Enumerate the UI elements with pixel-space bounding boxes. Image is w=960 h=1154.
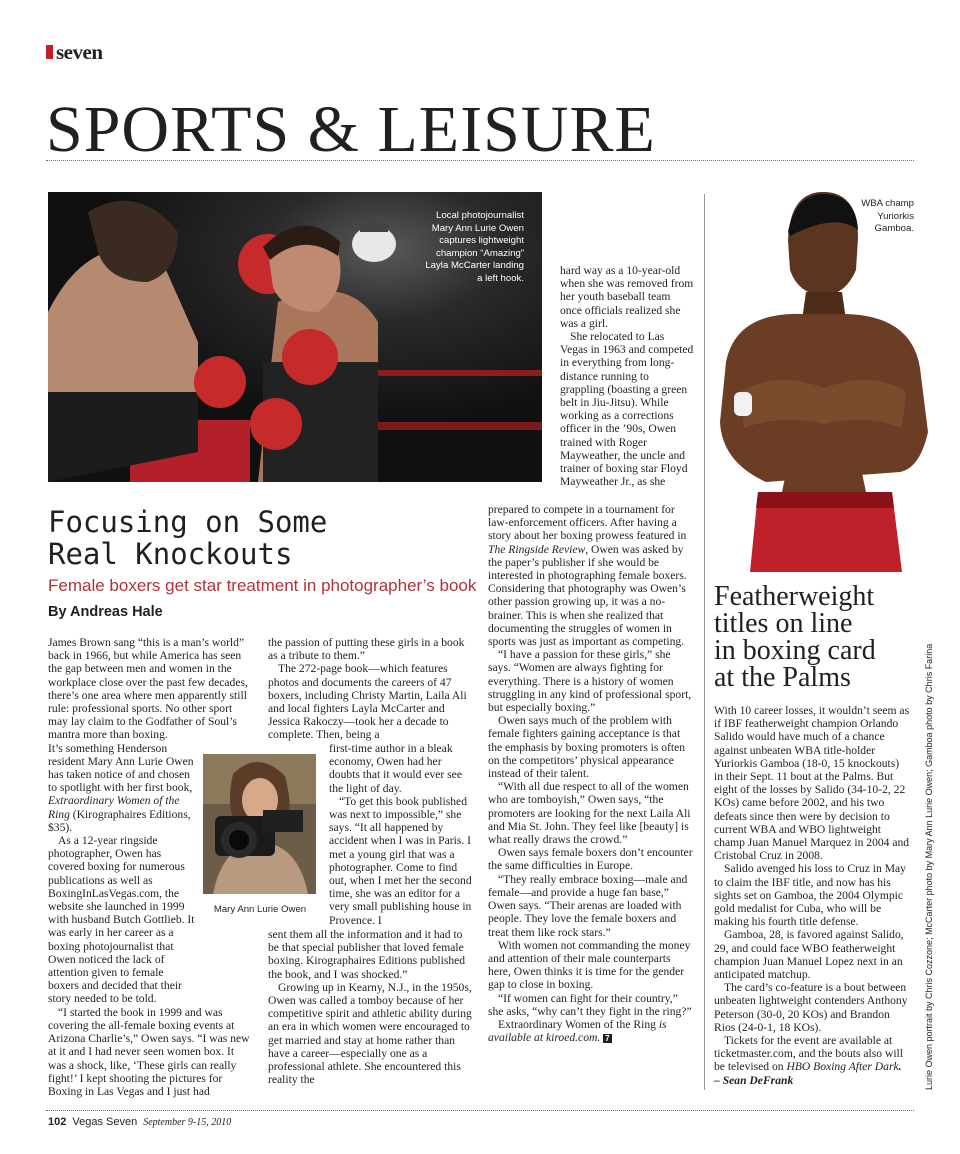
owen-portrait-photo	[203, 754, 316, 894]
author-signoff: . – Sean DeFrank	[714, 1060, 902, 1087]
paragraph	[488, 503, 694, 648]
headline-line: Focusing on Some	[48, 505, 328, 539]
paragraph: hard way as a 10-year-old when she was removed from her youth baseball team once officials realized she was a girl.	[560, 264, 694, 330]
text-run: It’s something Henderson resident Mary Ann Lurie Owen has taken notice of and chosen to spotlight with her first book,	[48, 741, 194, 795]
book-title: Extraordinary Women of the Ring	[48, 794, 180, 821]
paragraph: “If women can fight for their country,” she asks, “why can’t they fight in the ring?”	[488, 991, 692, 1018]
caption-line: Local photojournalist	[435, 210, 524, 221]
article-headline	[48, 506, 327, 570]
sidebar-body	[714, 704, 910, 1087]
caption-line: a left hook.	[477, 272, 524, 284]
caption-line: captures lightweight	[439, 235, 524, 247]
gamboa-photo	[706, 192, 940, 572]
paragraph: Growing up in Kearny, N.J., in the 1950s, Owen was called a tomboy because of her competitive spirit and athletic ability during an era in which women were encouraged to get married and stay at home rather than have a career—especially one as a professional athlete. She encountered this reality the	[268, 980, 472, 1087]
inset-photo-caption: Mary Ann Lurie Owen	[213, 904, 307, 915]
article-column-3-narrow	[560, 264, 694, 488]
section-divider	[46, 160, 914, 161]
paragraph: “With all due respect to all of the women who are tomboyish,” Owen says, “the promoters are looking for the next Laila Ali and Mia St. John. They feel like [beauty] is what really draws the crowd.”	[488, 780, 691, 847]
caption-line: Yuriorkis	[877, 210, 914, 222]
paragraph: the passion of putting these girls in a book as a tribute to them.”	[268, 636, 465, 663]
section-title: SPORTS & LEISURE	[46, 93, 656, 166]
paragraph: first-time author in a bleak economy, Owen had her doubts that it would ever see the light of day.	[329, 742, 462, 795]
paragraph: Gamboa, 28, is favored against Salido, 29, and could face WBO featherweight champion Juan Manuel Lopez next in an anticipated matchup.	[714, 928, 904, 982]
paragraph: Salido avenged his loss to Cruz in May to claim the IBF title, and now has his sights set on Gamboa, the 2004 Olympic gold medalist for Cuba, who will be making his fourth title defense.	[714, 862, 906, 929]
paragraph: “They really embrace boxing—male and female—and provide a huge fan base,” Owen says. “Their arenas are loaded with people. They love the female boxers and treat them like rock stars.”	[488, 872, 688, 939]
headline-line: Real Knockouts	[48, 537, 293, 571]
article-column-3-wide	[488, 503, 694, 1044]
headline-line: titles on line	[714, 608, 853, 639]
article-deck: Female boxers get star treatment in photographer’s book	[48, 576, 477, 595]
footer-divider	[46, 1110, 914, 1111]
article-column-2-bottom	[268, 928, 474, 1086]
text-run: (Kirographaires Editions, $35).	[48, 807, 191, 834]
issue-date: September 9-15, 2010	[143, 1117, 232, 1128]
end-mark: 7	[605, 1034, 610, 1044]
caption-line: Layla McCarter landing	[425, 260, 524, 272]
page-number: 102	[48, 1116, 67, 1128]
paragraph: With 10 career losses, it wouldn’t seem as if IBF featherweight champion Orlando Salido would have much of a chance against unbeaten WBA title-holder Yuriorkis Gamboa (18-0, 15 knockouts) in their Sept. 11 bout at the Palms. But eight of the losses by Salido (34-10-2, 22 KOs) came before 2002, and his two defeats since then were by decision to current WBA and WBO lightweight champ Juan Manuel Marquez in 2004 and Cristobal Cruz in 2008.	[714, 704, 910, 863]
paragraph: Owen says female boxers don’t encounter the same difficulties in Europe.	[488, 846, 693, 873]
headline-line: at the Palms	[714, 662, 851, 693]
paragraph: James Brown sang “this is a man’s world” back in 1966, but while America has seen the gap between men and women in the workplace close over the past few decades, there’s one area where men apparently still rule: professional sports. No other sport may lay claim to the Godfather of Soul’s mantra more than boxing.	[48, 636, 248, 742]
magazine-logo	[46, 42, 103, 62]
headline-line: in boxing card	[714, 635, 876, 666]
paragraph: She relocated to Las Vegas in 1963 and competed in everything from long-distance running to grappling (boasting a green belt in Jiu-Jitsu). While working as a corrections officer in the ’90s, Owen trained with Roger Mayweather, the uncle and trainer of boxing star Floyd Mayweather Jr., as she	[560, 330, 694, 489]
text-run: prepared to compete in a tournament for law-enforcement officers. After having a story about her boxing prowess featured in	[488, 503, 687, 543]
paragraph: Owen says much of the problem with female fighters gaining acceptance is that the emphasis by boxing promoters is often on the competitors’ physical appearance instead of their talent.	[488, 714, 686, 781]
caption-line: Mary Ann Lurie Owen	[431, 222, 524, 234]
tagline-italic: is available at kiroed.com.	[488, 1017, 667, 1045]
text-run: Extraordinary Women of the Ring	[498, 1017, 659, 1031]
paragraph: “I have a passion for these girls,” she says. “Women are always fighting for everything. There is a history of women struggling in any kind of professional sport, but especially boxing.”	[488, 648, 692, 715]
article-column-2-narrow	[329, 742, 475, 927]
caption-line: Gamboa.	[874, 223, 914, 235]
headline-line: Featherweight	[714, 581, 875, 612]
paragraph: The 272-page book—which features photos and documents the careers of 47 boxers, including Christy Martin, Laila Ali and local fighters Layla McCarter and Jessica Rakoczy—took her a decade to complete. Then, being a	[268, 662, 467, 742]
paragraph: As a 12-year ringside photographer, Owen has covered boxing for numerous publications as well as BoxingInLasVegas.com, the website she launched in 1999 with husband Butch Gottlieb. It was early in her career as a boxing photojournalist that Owen noticed the lack of attention given to female boxers and decided that their story needed to be told.	[48, 834, 195, 1006]
sidebar-divider	[704, 194, 705, 1090]
photo-credit: Lurie Owen portrait by Chris Cozzone; McCarter photo by Mary Ann Lurie Owen; Gamboa photo by Chris Farina	[924, 643, 934, 1090]
tv-program: HBO Boxing After Dark	[786, 1060, 899, 1074]
paragraph	[488, 1018, 694, 1044]
paragraph: “To get this book published was next to impossible,” she says. “It all happened by accident when I was in Paris. I met a young girl that was a photographer. Come to find out, when I met her the second time, she was an editor for a very small publishing house in Provence. I	[329, 794, 472, 927]
paragraph	[48, 742, 196, 834]
paragraph	[714, 1034, 910, 1087]
paragraph: sent them all the information and it had to be that special publisher that loved female boxing. Kirographaires Editions published the book, and I was shocked.”	[268, 928, 466, 981]
sidebar-photo-caption	[820, 198, 914, 236]
caption-line: champion “Amazing”	[436, 247, 524, 259]
main-photo-caption	[380, 210, 524, 286]
logo-text: seven	[56, 40, 103, 64]
text-run: Tickets for the event are available at ticketmaster.com, and the bouts also will be televised on	[714, 1034, 904, 1074]
article-byline: By Andreas Hale	[48, 604, 163, 620]
publication-title: The Ringside Review	[488, 542, 586, 556]
article-column-2-top	[268, 636, 474, 742]
page-footer	[48, 1116, 231, 1128]
paragraph: The card’s co-feature is a bout between unbeaten lightweight contenders Anthony Peterson (30-0, 20 KOs) and Brandon Rios (24-0-1, 18 KOs).	[714, 981, 908, 1034]
magazine-name: Vegas Seven	[72, 1116, 138, 1128]
paragraph: With women not commanding the money and attention of their male counterparts here, Owen thinks it is time for the gender gap to close in boxing.	[488, 938, 691, 992]
gamboa-photo-illustration	[706, 192, 940, 572]
caption-line: WBA champ	[861, 198, 914, 209]
sidebar-headline	[714, 583, 914, 691]
owen-portrait-illustration	[203, 754, 316, 894]
text-run: , Owen was asked by the paper’s publisher if she would be interested in photographing female boxers. Considering that photography was Owen’s other passion growing up, it was a no-brainer. This is when she realized that documenting the struggles of women in sports was just as important as competing.	[488, 542, 687, 649]
paragraph: “I started the book in 1999 and was covering the all-female boxing events at Arizona Charlie’s,” Owen says. “I was new at it and I had never seen women box. It was a shock, like, ‘These girls can really fight!’ I kept shooting the pictures for Boxing in Las Vegas and I just had	[48, 1005, 250, 1098]
logo-red-bar	[46, 45, 53, 59]
